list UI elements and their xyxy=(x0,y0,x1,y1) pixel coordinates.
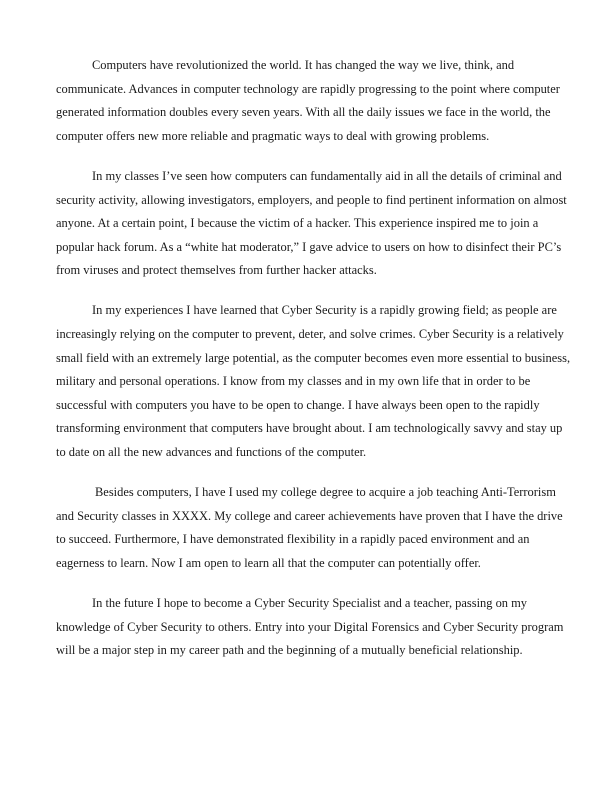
paragraph-2-line-2: security activity, allowing investigators, employers, and people to find pertinent information on almost xyxy=(56,193,567,207)
paragraph-3-line-3: small field with an extremely large potential, as the computer becomes even more essential to business, xyxy=(56,351,571,365)
paragraph-2-line-5: from viruses and protect themselves from further hacker attacks. xyxy=(56,263,377,277)
paragraph-5-line-3: will be a major step in my career path and the beginning of a mutually beneficial relationship. xyxy=(56,643,523,657)
paragraph-1-line-2: communicate. Advances in computer technology are rapidly progressing to the point where computer xyxy=(56,82,560,96)
paragraph-4-line-2: and Security classes in XXXX. My college and career achievements have proven that I have the drive xyxy=(56,509,563,523)
paragraph-3-line-4: military and personal operations. I know from my classes and in my own life that in order to be xyxy=(56,374,531,388)
paragraph-5-line-2: knowledge of Cyber Security to others. Entry into your Digital Forensics and Cyber Security program xyxy=(56,620,564,634)
paragraph-2-line-4: popular hack forum. As a “white hat moderator,” I gave advice to users on how to disinfect their PC’s xyxy=(56,240,562,254)
paragraph-2-line-3: anyone. At a certain point, I because the victim of a hacker. This experience inspired me to join a xyxy=(56,216,539,230)
paragraph-4-line-3: to succeed. Furthermore, I have demonstrated flexibility in a rapidly paced environment and an xyxy=(56,532,530,546)
paragraph-3-line-7: to date on all the new advances and functions of the computer. xyxy=(56,445,367,459)
paragraph-2-line-1: In my classes I’ve seen how computers can fundamentally aid in all the details of criminal and xyxy=(92,169,562,183)
paragraph-3-line-6: transforming environment that computers have brought about. I am technologically savvy and stay up xyxy=(56,421,563,435)
paragraph-3-line-5: successful with computers you have to be open to change. I have always been open to the rapidly xyxy=(56,398,540,412)
paragraph-1-line-1: Computers have revolutionized the world. It has changed the way we live, think, and xyxy=(92,58,515,72)
paragraph-4-line-4: eagerness to learn. Now I am open to learn all that the computer can potentially offer. xyxy=(56,556,481,570)
paragraph-4-line-1: Besides computers, I have I used my college degree to acquire a job teaching Anti-Terrorism xyxy=(95,485,556,499)
paragraph-3-line-1: In my experiences I have learned that Cyber Security is a rapidly growing field; as people are xyxy=(92,303,557,317)
paragraph-5-line-1: In the future I hope to become a Cyber Security Specialist and a teacher, passing on my xyxy=(92,596,528,610)
paragraph-3-line-2: increasingly relying on the computer to prevent, deter, and solve crimes. Cyber Security is a relatively xyxy=(56,327,564,341)
paragraph-1-line-3: generated information doubles every seven years. With all the daily issues we face in the world, the xyxy=(56,105,551,119)
paragraph-1-line-4: computer offers new more reliable and pragmatic ways to deal with growing problems. xyxy=(56,129,490,143)
